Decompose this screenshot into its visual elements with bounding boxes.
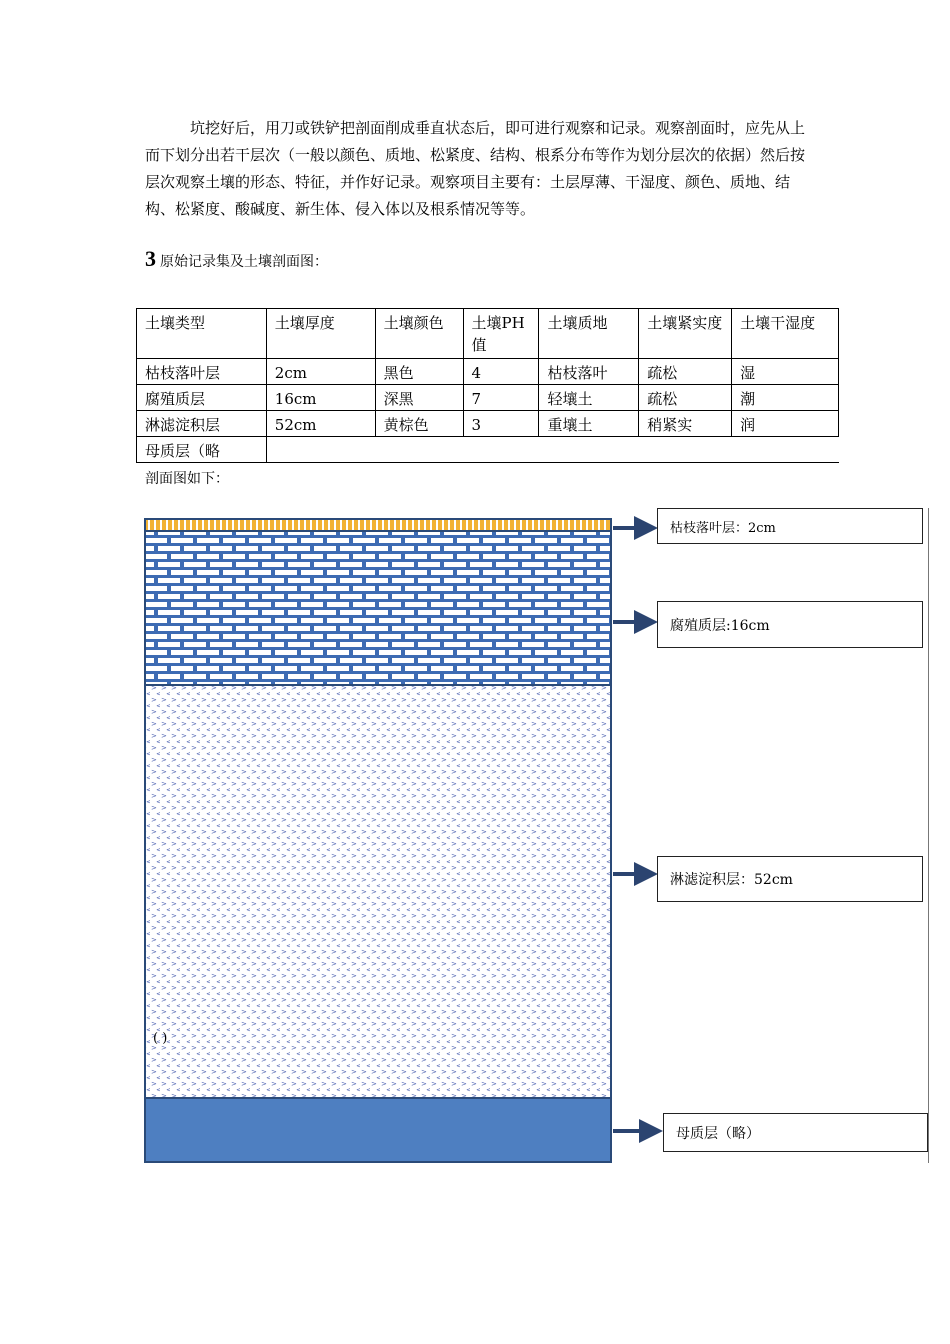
label-litter-layer: 枯枝落叶层：2cm bbox=[657, 508, 923, 544]
table-cell: 16cm bbox=[266, 385, 375, 411]
table-cell: 轻壤土 bbox=[539, 385, 639, 411]
header-cell: 土壤颜色 bbox=[375, 309, 463, 359]
table-cell: 腐殖质层 bbox=[137, 385, 267, 411]
table-cell: 稍紧实 bbox=[639, 411, 732, 437]
table-cell: 4 bbox=[463, 359, 539, 385]
table-cell: 枯枝落叶 bbox=[539, 359, 639, 385]
stray-mark: ( ) bbox=[153, 1031, 168, 1046]
table-cell: 深黑 bbox=[375, 385, 463, 411]
litter-layer bbox=[145, 519, 611, 531]
table-cell: 疏松 bbox=[639, 385, 732, 411]
table-cell: 3 bbox=[463, 411, 539, 437]
label-humus-layer: 腐殖质层:16cm bbox=[657, 601, 923, 648]
header-cell: 土壤PH值 bbox=[463, 309, 539, 359]
table-cell: 2cm bbox=[266, 359, 375, 385]
table-cell: 淋滤淀积层 bbox=[137, 411, 267, 437]
table-cell: 重壤土 bbox=[539, 411, 639, 437]
table-cell: 52cm bbox=[266, 411, 375, 437]
header-cell: 土壤干湿度 bbox=[732, 309, 839, 359]
parent-material-layer bbox=[145, 1098, 611, 1162]
table-cell: 湿 bbox=[732, 359, 839, 385]
intro-paragraph: 坑挖好后，用刀或铁铲把剖面削成垂直状态后，即可进行观察和记录。观察剖面时，应先从上而下划分出若干层次（一般以颜色、质地、松紧度、结构、根系分布等作为划分层次的依据）然后按层次观察土壤的形态、特征，并作好记录。观察项目主要有：土层厚薄、干湿度、颜色、质地、结构、松紧度、酸碱度、新生体、侵入体以及根系情况等等。 bbox=[145, 119, 806, 218]
header-cell: 土壤紧实度 bbox=[639, 309, 732, 359]
header-cell: 土壤质地 bbox=[539, 309, 639, 359]
table-cell: 母质层（略 bbox=[137, 437, 267, 463]
table-cell: 黄棕色 bbox=[375, 411, 463, 437]
header-cell: 土壤厚度 bbox=[266, 309, 375, 359]
humus-layer bbox=[145, 531, 611, 685]
label-illuvial-layer: 淋滤淀积层：52cm bbox=[657, 856, 923, 902]
header-cell: 土壤类型 bbox=[137, 309, 267, 359]
label-parent-material: 母质层（略） bbox=[663, 1113, 928, 1152]
table-cell: 疏松 bbox=[639, 359, 732, 385]
table-cell: 黑色 bbox=[375, 359, 463, 385]
table-cell: 润 bbox=[732, 411, 839, 437]
section-title: 原始记录集及土壤剖面图： bbox=[160, 254, 328, 270]
illuvial-layer bbox=[145, 685, 611, 1098]
table-cell: 枯枝落叶层 bbox=[137, 359, 267, 385]
figure-caption: 剖面图如下： bbox=[145, 471, 229, 487]
right-border-line bbox=[928, 508, 929, 1163]
table-cell: 潮 bbox=[732, 385, 839, 411]
section-number: 3 bbox=[145, 246, 156, 271]
table-cell: 7 bbox=[463, 385, 539, 411]
